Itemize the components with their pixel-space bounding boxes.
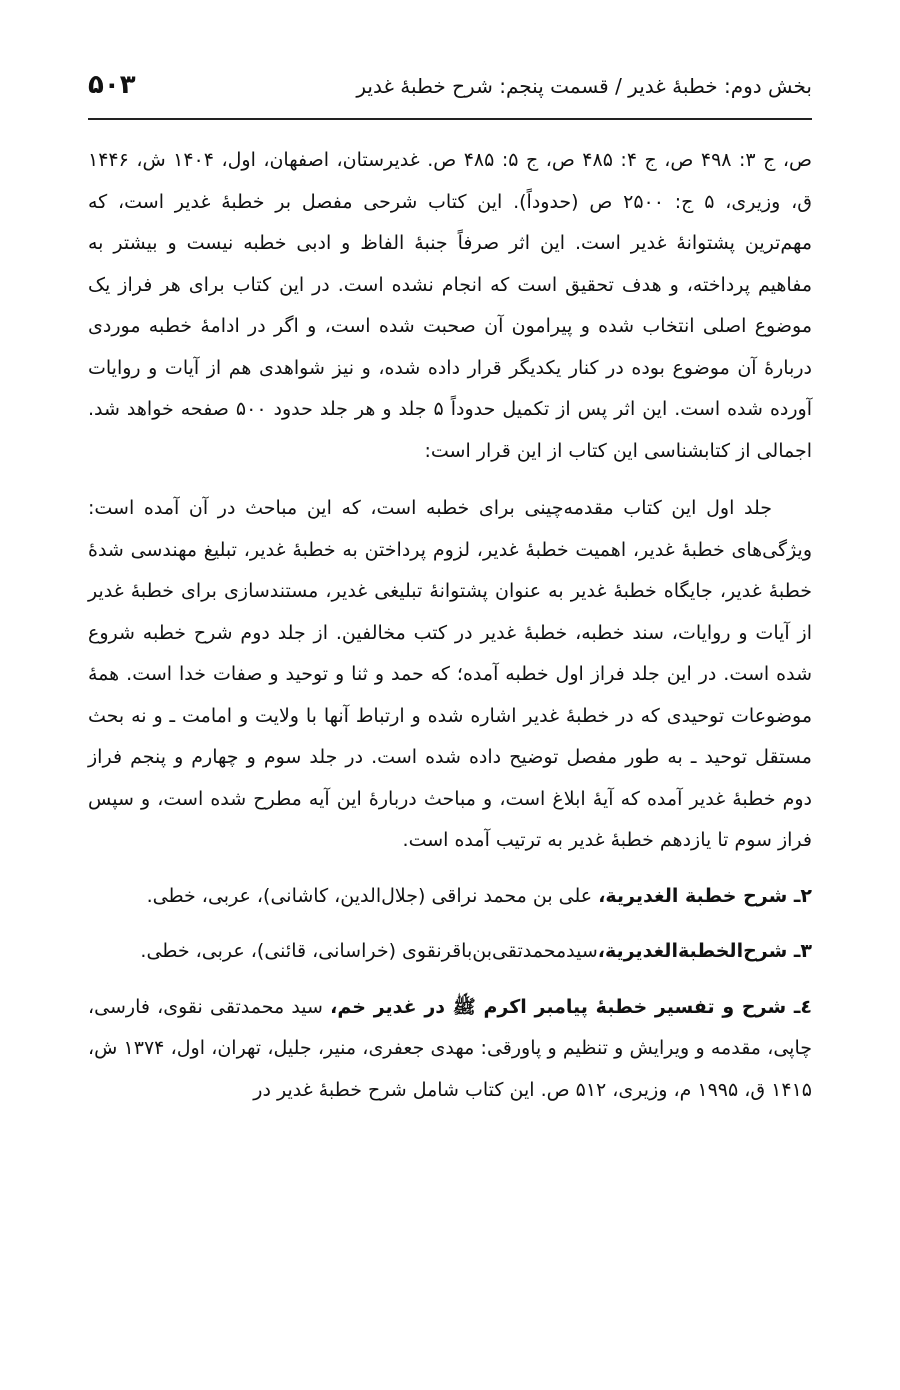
running-title: بخش دوم: خطبۀ غدیر / قسمت پنجم: شرح خطبۀ غدیر [356, 74, 812, 98]
paragraph-1: ص، ج ۳: ۴۹۸ ص، ج ۴: ۴۸۵ ص، ج ۵: ۴۸۵ ص. غدیرستان، اصفهان، اول، ۱۴۰۴ ش، ۱۴۴۶ ق، وزیری، ۵ ج: ۲۵۰۰ ص (حدوداً). این کتاب شرحی مفصل بر خطبۀ غدیر است، که مهم‌ترین پشتوانۀ غدیر است. این اثر صرفاً جنبۀ الفاظ و ادبی خطبه نیست و بیشتر به مفاهیم پرداخته، و هدف تحقیق است که انجام نشده است. در این کتاب برای هر فراز یک موضوع اصلی انتخاب شده و پیرامون آن صحبت شده است، و اگر در ادامۀ خطبه موردی دربارۀ آن موضوع بوده در کنار یکدیگر قرار داده شده، و نیز شواهدی هم از آیات و روایات آورده شده است. این اثر پس از تکمیل حدوداً ۵ جلد و هر جلد حدود ۵۰۰ صفحه خواهد شد. اجمالی از کتابشناسی این کتاب از این قرار است: [88, 149, 812, 462]
page-header [88, 60, 812, 116]
entry-3-title: ۳ـ شرح‌الخطبةالغديرية، [597, 940, 812, 962]
entry-2-text: علی بن محمد نراقی (جلال‌الدین، کاشانی)، عربی، خطی. [146, 884, 599, 907]
header-rule [88, 118, 812, 120]
body-text [88, 140, 812, 1111]
entry-4-title: ٤ـ شرح و تفسیر خطبۀ پیامبر اکرم ﷺ در غدیر خم، [330, 995, 812, 1018]
entry-4 [88, 987, 812, 1112]
entry-2-title: ۲ـ شرح خطبة الغديرية، [598, 884, 812, 907]
paragraph-2: جلد اول این کتاب مقدمه‌چینی برای خطبه است، که این مباحث در آن آمده است: ویژگی‌های خطبۀ غدیر، اهمیت خطبۀ غدیر، لزوم پرداختن به خطبۀ غدیر، تبلیغ مهندسی شدۀ خطبۀ غدیر، جایگاه خطبۀ غدیر به عنوان پشتوانۀ تبلیغی غدیر، مستندسازی برای خطبۀ غدیر از آیات و روایات، سند خطبه، خطبۀ غدیر در کتب مخالفین. از جلد دوم شرح خطبه شروع شده است. در این جلد فراز اول خطبه آمده؛ که حمد و ثنا و توحید و صفات خدا است. همۀ موضوعات توحیدی که در خطبۀ غدیر اشاره شده و ارتباط آنها با ولایت و امامت ـ و نه بحث مستقل توحید ـ به طور مفصل توضیح داده شده است. در جلد سوم و چهارم و پنجم فراز دوم خطبۀ غدیر آمده که آیۀ ابلاغ است، و مباحث دربارۀ این آیه مطرح شده است، و سپس فراز سوم تا یازدهم خطبۀ غدیر به ترتیب آمده است. [88, 497, 812, 851]
entry-2 [88, 876, 812, 918]
entry-3 [88, 931, 812, 973]
page-number: ۵۰۳ [88, 70, 136, 100]
entry-4-text: سید محمدتقی نقوی، فارسی، چاپی، مقدمه و ویرایش و تنظیم و پاورقی: مهدی جعفری، منیر، جلیل، تهران، اول، ۱۳۷۴ ش، ۱۴۱۵ ق، ۱۹۹۵ م، وزیری، ۵۱۲ ص. این کتاب شامل شرح خطبۀ غدیر در [88, 995, 812, 1101]
entry-3-text: سیدمحمدتقی‌بن‌باقرنقوی (خراسانی، قائنی)، عربی، خطی. [140, 940, 598, 962]
